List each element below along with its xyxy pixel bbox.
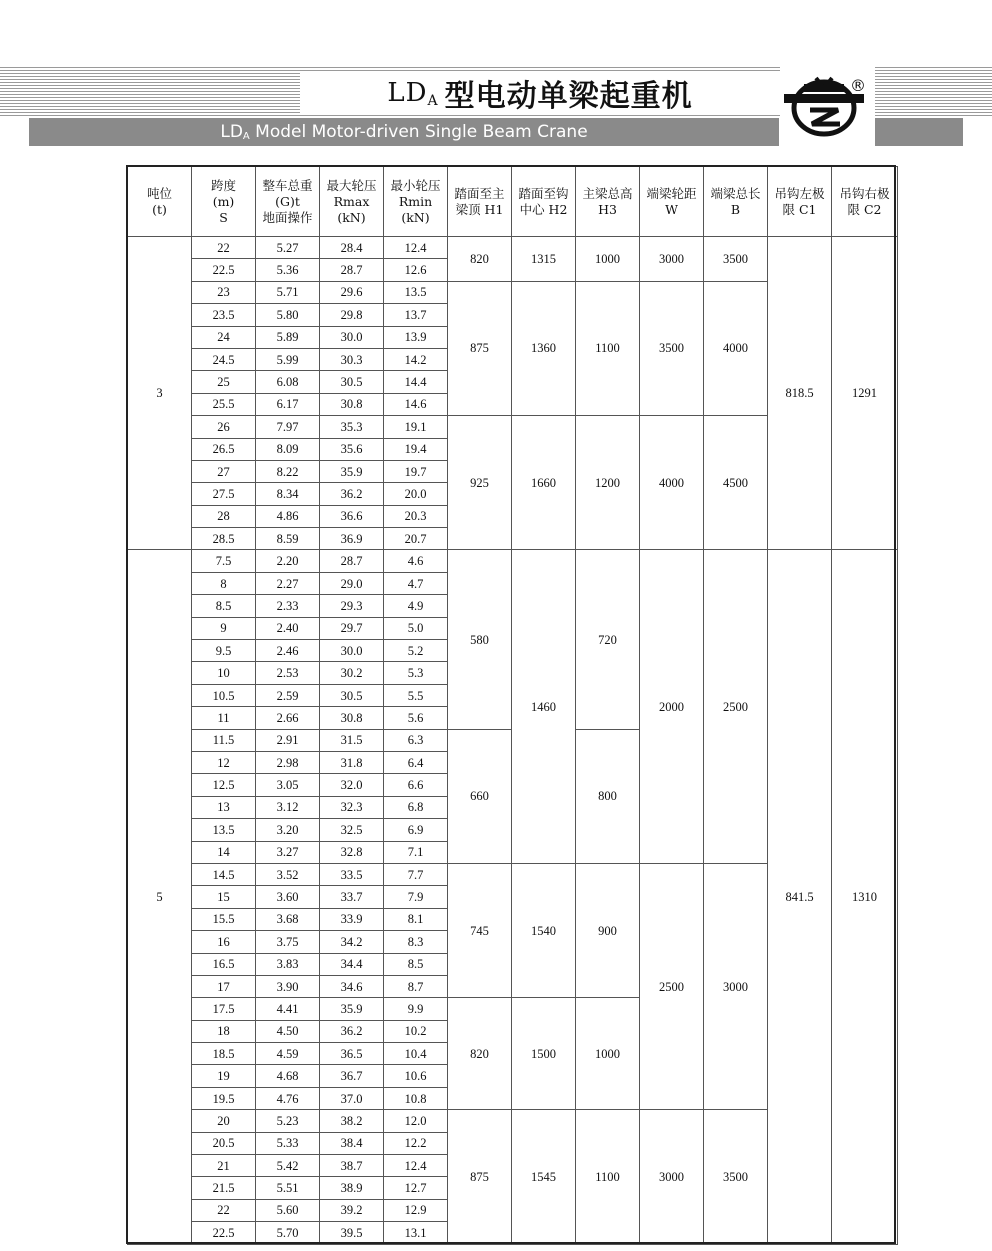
weight-cell: 3.20 xyxy=(256,819,320,841)
rmax-cell: 30.5 xyxy=(320,371,384,393)
rmin-cell: 6.4 xyxy=(384,751,448,773)
weight-cell: 3.05 xyxy=(256,774,320,796)
title-model: $LD_A$ xyxy=(387,77,439,109)
span-cell: 19.5 xyxy=(192,1087,256,1109)
weight-cell: 4.76 xyxy=(256,1087,320,1109)
title-chinese: 型电动单梁起重机 xyxy=(444,79,693,114)
h1-cell: 660 xyxy=(448,729,512,863)
rmin-cell: 5.5 xyxy=(384,684,448,706)
rmin-cell: 12.0 xyxy=(384,1110,448,1132)
rmin-cell: 8.5 xyxy=(384,953,448,975)
c1-cell: 841.5 xyxy=(768,550,832,1244)
w-cell: 3000 xyxy=(640,237,704,282)
span-cell: 22.5 xyxy=(192,259,256,281)
rmax-cell: 35.9 xyxy=(320,460,384,482)
rmax-cell: 35.3 xyxy=(320,416,384,438)
weight-cell: 2.46 xyxy=(256,640,320,662)
rmin-cell: 5.6 xyxy=(384,707,448,729)
rmin-cell: 10.2 xyxy=(384,1020,448,1042)
weight-cell: 2.91 xyxy=(256,729,320,751)
span-cell: 16.5 xyxy=(192,953,256,975)
weight-cell: 5.89 xyxy=(256,326,320,348)
h3-cell: 1100 xyxy=(576,1110,640,1244)
weight-cell: 3.75 xyxy=(256,931,320,953)
rmax-cell: 33.5 xyxy=(320,863,384,885)
rmax-cell: 38.2 xyxy=(320,1110,384,1132)
weight-cell: 3.12 xyxy=(256,796,320,818)
span-cell: 11.5 xyxy=(192,729,256,751)
rmax-cell: 36.9 xyxy=(320,528,384,550)
h2-cell: 1360 xyxy=(512,281,576,415)
rmax-cell: 29.7 xyxy=(320,617,384,639)
rmin-cell: 10.8 xyxy=(384,1087,448,1109)
rmin-cell: 12.9 xyxy=(384,1199,448,1221)
rmax-cell: 38.7 xyxy=(320,1155,384,1177)
b-cell: 4500 xyxy=(704,416,768,550)
h2-cell: 1460 xyxy=(512,550,576,863)
span-cell: 18 xyxy=(192,1020,256,1042)
rmax-cell: 34.6 xyxy=(320,975,384,997)
span-cell: 23 xyxy=(192,281,256,303)
span-cell: 26 xyxy=(192,416,256,438)
rmin-cell: 19.1 xyxy=(384,416,448,438)
rmax-cell: 39.5 xyxy=(320,1222,384,1244)
weight-cell: 6.08 xyxy=(256,371,320,393)
header-b: 端梁总长 B xyxy=(704,167,768,237)
rmin-cell: 6.3 xyxy=(384,729,448,751)
rmax-cell: 30.8 xyxy=(320,707,384,729)
rmax-cell: 37.0 xyxy=(320,1087,384,1109)
weight-cell: 5.71 xyxy=(256,281,320,303)
span-cell: 12.5 xyxy=(192,774,256,796)
rmin-cell: 19.7 xyxy=(384,460,448,482)
span-cell: 7.5 xyxy=(192,550,256,572)
span-cell: 8.5 xyxy=(192,595,256,617)
rmax-cell: 39.2 xyxy=(320,1199,384,1221)
span-cell: 16 xyxy=(192,931,256,953)
header-c2: 吊钩右极 限 C2 xyxy=(832,167,898,237)
span-cell: 17.5 xyxy=(192,998,256,1020)
rmin-cell: 6.6 xyxy=(384,774,448,796)
h1-cell: 745 xyxy=(448,863,512,997)
w-cell: 2000 xyxy=(640,550,704,863)
rmax-cell: 29.3 xyxy=(320,595,384,617)
c2-cell: 1291 xyxy=(832,237,898,550)
weight-cell: 4.86 xyxy=(256,505,320,527)
rmin-cell: 12.7 xyxy=(384,1177,448,1199)
rmax-cell: 31.5 xyxy=(320,729,384,751)
rmax-cell: 28.7 xyxy=(320,550,384,572)
rmax-cell: 38.4 xyxy=(320,1132,384,1154)
span-cell: 28.5 xyxy=(192,528,256,550)
header-c1: 吊钩左极 限 C1 xyxy=(768,167,832,237)
weight-cell: 8.22 xyxy=(256,460,320,482)
rmin-cell: 6.8 xyxy=(384,796,448,818)
rmax-cell: 36.2 xyxy=(320,483,384,505)
rmin-cell: 14.6 xyxy=(384,393,448,415)
h1-cell: 925 xyxy=(448,416,512,550)
rmax-cell: 36.2 xyxy=(320,1020,384,1042)
weight-cell: 2.33 xyxy=(256,595,320,617)
rmin-cell: 14.2 xyxy=(384,348,448,370)
rmin-cell: 20.0 xyxy=(384,483,448,505)
header-h2: 踏面至钩 中心 H2 xyxy=(512,167,576,237)
header-h3: 主梁总高 H3 xyxy=(576,167,640,237)
span-cell: 10.5 xyxy=(192,684,256,706)
weight-cell: 3.90 xyxy=(256,975,320,997)
span-cell: 13.5 xyxy=(192,819,256,841)
rmin-cell: 7.1 xyxy=(384,841,448,863)
rmin-cell: 12.6 xyxy=(384,259,448,281)
rmax-cell: 35.9 xyxy=(320,998,384,1020)
rmin-cell: 5.3 xyxy=(384,662,448,684)
h3-cell: 1000 xyxy=(576,998,640,1110)
h1-cell: 875 xyxy=(448,1110,512,1244)
rmax-cell: 29.8 xyxy=(320,304,384,326)
banner-right-block xyxy=(875,118,963,146)
weight-cell: 5.33 xyxy=(256,1132,320,1154)
weight-cell: 3.27 xyxy=(256,841,320,863)
weight-cell: 8.59 xyxy=(256,528,320,550)
rmax-cell: 29.6 xyxy=(320,281,384,303)
rmax-cell: 31.8 xyxy=(320,751,384,773)
h1-cell: 580 xyxy=(448,550,512,729)
weight-cell: 5.80 xyxy=(256,304,320,326)
span-cell: 25.5 xyxy=(192,393,256,415)
weight-cell: 4.59 xyxy=(256,1043,320,1065)
span-cell: 12 xyxy=(192,751,256,773)
h3-cell: 1100 xyxy=(576,281,640,415)
h1-cell: 820 xyxy=(448,998,512,1110)
weight-cell: 5.23 xyxy=(256,1110,320,1132)
rmin-cell: 12.4 xyxy=(384,1155,448,1177)
rmax-cell: 32.0 xyxy=(320,774,384,796)
page-title xyxy=(300,73,780,113)
span-cell: 28 xyxy=(192,505,256,527)
header-w: 端梁轮距 W xyxy=(640,167,704,237)
table-row xyxy=(128,237,898,259)
span-cell: 26.5 xyxy=(192,438,256,460)
crane-spec-table xyxy=(127,166,898,1245)
h2-cell: 1660 xyxy=(512,416,576,550)
rmax-cell: 38.9 xyxy=(320,1177,384,1199)
h3-cell: 800 xyxy=(576,729,640,863)
span-cell: 24.5 xyxy=(192,348,256,370)
header-rmax: 最大轮压 Rmax (kN) xyxy=(320,167,384,237)
rmax-cell: 28.7 xyxy=(320,259,384,281)
rmin-cell: 5.0 xyxy=(384,617,448,639)
weight-cell: 6.17 xyxy=(256,393,320,415)
b-cell: 3500 xyxy=(704,1110,768,1244)
header-span: 跨度 (m) S xyxy=(192,167,256,237)
rmax-cell: 36.6 xyxy=(320,505,384,527)
span-cell: 25 xyxy=(192,371,256,393)
b-cell: 4000 xyxy=(704,281,768,415)
rmax-cell: 30.0 xyxy=(320,326,384,348)
weight-cell: 2.59 xyxy=(256,684,320,706)
weight-cell: 5.51 xyxy=(256,1177,320,1199)
header-ton: 吨位 (t) xyxy=(128,167,192,237)
weight-cell: 5.27 xyxy=(256,237,320,259)
rmax-cell: 34.4 xyxy=(320,953,384,975)
h2-cell: 1545 xyxy=(512,1110,576,1244)
rmax-cell: 30.3 xyxy=(320,348,384,370)
weight-cell: 2.53 xyxy=(256,662,320,684)
rmin-cell: 8.3 xyxy=(384,931,448,953)
ton-cell: 5 xyxy=(128,550,192,1244)
weight-cell: 8.09 xyxy=(256,438,320,460)
h1-cell: 875 xyxy=(448,281,512,415)
weight-cell: 2.66 xyxy=(256,707,320,729)
rmax-cell: 35.6 xyxy=(320,438,384,460)
w-cell: 4000 xyxy=(640,416,704,550)
rmin-cell: 13.9 xyxy=(384,326,448,348)
weight-cell: 5.36 xyxy=(256,259,320,281)
rmax-cell: 36.5 xyxy=(320,1043,384,1065)
rmin-cell: 4.7 xyxy=(384,572,448,594)
weight-cell: 3.83 xyxy=(256,953,320,975)
rmin-cell: 5.2 xyxy=(384,640,448,662)
registered-mark: ® xyxy=(850,76,866,95)
rmin-cell: 13.5 xyxy=(384,281,448,303)
span-cell: 20.5 xyxy=(192,1132,256,1154)
rmax-cell: 30.2 xyxy=(320,662,384,684)
table-row xyxy=(128,550,898,572)
rmin-cell: 19.4 xyxy=(384,438,448,460)
weight-cell: 2.20 xyxy=(256,550,320,572)
span-cell: 9.5 xyxy=(192,640,256,662)
b-cell: 3500 xyxy=(704,237,768,282)
weight-cell: 8.34 xyxy=(256,483,320,505)
rmin-cell: 9.9 xyxy=(384,998,448,1020)
c2-cell: 1310 xyxy=(832,550,898,1244)
rmin-cell: 4.6 xyxy=(384,550,448,572)
span-cell: 15.5 xyxy=(192,908,256,930)
span-cell: 10 xyxy=(192,662,256,684)
b-cell: 3000 xyxy=(704,863,768,1109)
w-cell: 3000 xyxy=(640,1110,704,1244)
rmin-cell: 10.6 xyxy=(384,1065,448,1087)
span-cell: 18.5 xyxy=(192,1043,256,1065)
rmin-cell: 13.7 xyxy=(384,304,448,326)
header-h1: 踏面至主 梁顶 H1 xyxy=(448,167,512,237)
rmin-cell: 8.1 xyxy=(384,908,448,930)
span-cell: 22 xyxy=(192,1199,256,1221)
rmax-cell: 32.3 xyxy=(320,796,384,818)
span-cell: 21.5 xyxy=(192,1177,256,1199)
h2-cell: 1540 xyxy=(512,863,576,997)
rmax-cell: 30.8 xyxy=(320,393,384,415)
header-total-weight: 整车总重 (G)t 地面操作 xyxy=(256,167,320,237)
span-cell: 9 xyxy=(192,617,256,639)
rmin-cell: 7.7 xyxy=(384,863,448,885)
rmin-cell: 6.9 xyxy=(384,819,448,841)
weight-cell: 3.60 xyxy=(256,886,320,908)
header-rmin: 最小轮压 Rmin (kN) xyxy=(384,167,448,237)
h2-cell: 1315 xyxy=(512,237,576,282)
span-cell: 19 xyxy=(192,1065,256,1087)
span-cell: 17 xyxy=(192,975,256,997)
rmin-cell: 7.9 xyxy=(384,886,448,908)
span-cell: 23.5 xyxy=(192,304,256,326)
weight-cell: 2.27 xyxy=(256,572,320,594)
weight-cell: 5.60 xyxy=(256,1199,320,1221)
h3-cell: 720 xyxy=(576,550,640,729)
weight-cell: 7.97 xyxy=(256,416,320,438)
weight-cell: 4.41 xyxy=(256,998,320,1020)
rmax-cell: 36.7 xyxy=(320,1065,384,1087)
weight-cell: 4.68 xyxy=(256,1065,320,1087)
span-cell: 13 xyxy=(192,796,256,818)
w-cell: 3500 xyxy=(640,281,704,415)
span-cell: 14 xyxy=(192,841,256,863)
rmin-cell: 12.4 xyxy=(384,237,448,259)
span-cell: 20 xyxy=(192,1110,256,1132)
b-cell: 2500 xyxy=(704,550,768,863)
weight-cell: 3.52 xyxy=(256,863,320,885)
rmin-cell: 10.4 xyxy=(384,1043,448,1065)
span-cell: 27 xyxy=(192,460,256,482)
rmin-cell: 4.9 xyxy=(384,595,448,617)
h3-cell: 1200 xyxy=(576,416,640,550)
span-cell: 27.5 xyxy=(192,483,256,505)
subtitle-banner: $LD_A$ Model Motor-driven Single Beam Crane xyxy=(29,118,779,146)
h1-cell: 820 xyxy=(448,237,512,282)
rmin-cell: 14.4 xyxy=(384,371,448,393)
h3-cell: 900 xyxy=(576,863,640,997)
span-cell: 8 xyxy=(192,572,256,594)
header-stripes-right xyxy=(875,67,992,117)
span-cell: 22.5 xyxy=(192,1222,256,1244)
span-cell: 14.5 xyxy=(192,863,256,885)
rmin-cell: 20.7 xyxy=(384,528,448,550)
rmax-cell: 28.4 xyxy=(320,237,384,259)
h3-cell: 1000 xyxy=(576,237,640,282)
rmax-cell: 32.8 xyxy=(320,841,384,863)
weight-cell: 5.99 xyxy=(256,348,320,370)
rmin-cell: 12.2 xyxy=(384,1132,448,1154)
rmax-cell: 29.0 xyxy=(320,572,384,594)
rmax-cell: 34.2 xyxy=(320,931,384,953)
weight-cell: 2.40 xyxy=(256,617,320,639)
span-cell: 15 xyxy=(192,886,256,908)
rmax-cell: 30.5 xyxy=(320,684,384,706)
rmax-cell: 33.7 xyxy=(320,886,384,908)
weight-cell: 4.50 xyxy=(256,1020,320,1042)
rmax-cell: 30.0 xyxy=(320,640,384,662)
rmax-cell: 32.5 xyxy=(320,819,384,841)
weight-cell: 5.42 xyxy=(256,1155,320,1177)
weight-cell: 2.98 xyxy=(256,751,320,773)
weight-cell: 5.70 xyxy=(256,1222,320,1244)
w-cell: 2500 xyxy=(640,863,704,1109)
rmin-cell: 13.1 xyxy=(384,1222,448,1244)
span-cell: 21 xyxy=(192,1155,256,1177)
span-cell: 22 xyxy=(192,237,256,259)
h2-cell: 1500 xyxy=(512,998,576,1110)
c1-cell: 818.5 xyxy=(768,237,832,550)
span-cell: 11 xyxy=(192,707,256,729)
weight-cell: 3.68 xyxy=(256,908,320,930)
rmin-cell: 8.7 xyxy=(384,975,448,997)
rmin-cell: 20.3 xyxy=(384,505,448,527)
ton-cell: 3 xyxy=(128,237,192,550)
table-header-row xyxy=(128,167,898,237)
span-cell: 24 xyxy=(192,326,256,348)
rmax-cell: 33.9 xyxy=(320,908,384,930)
